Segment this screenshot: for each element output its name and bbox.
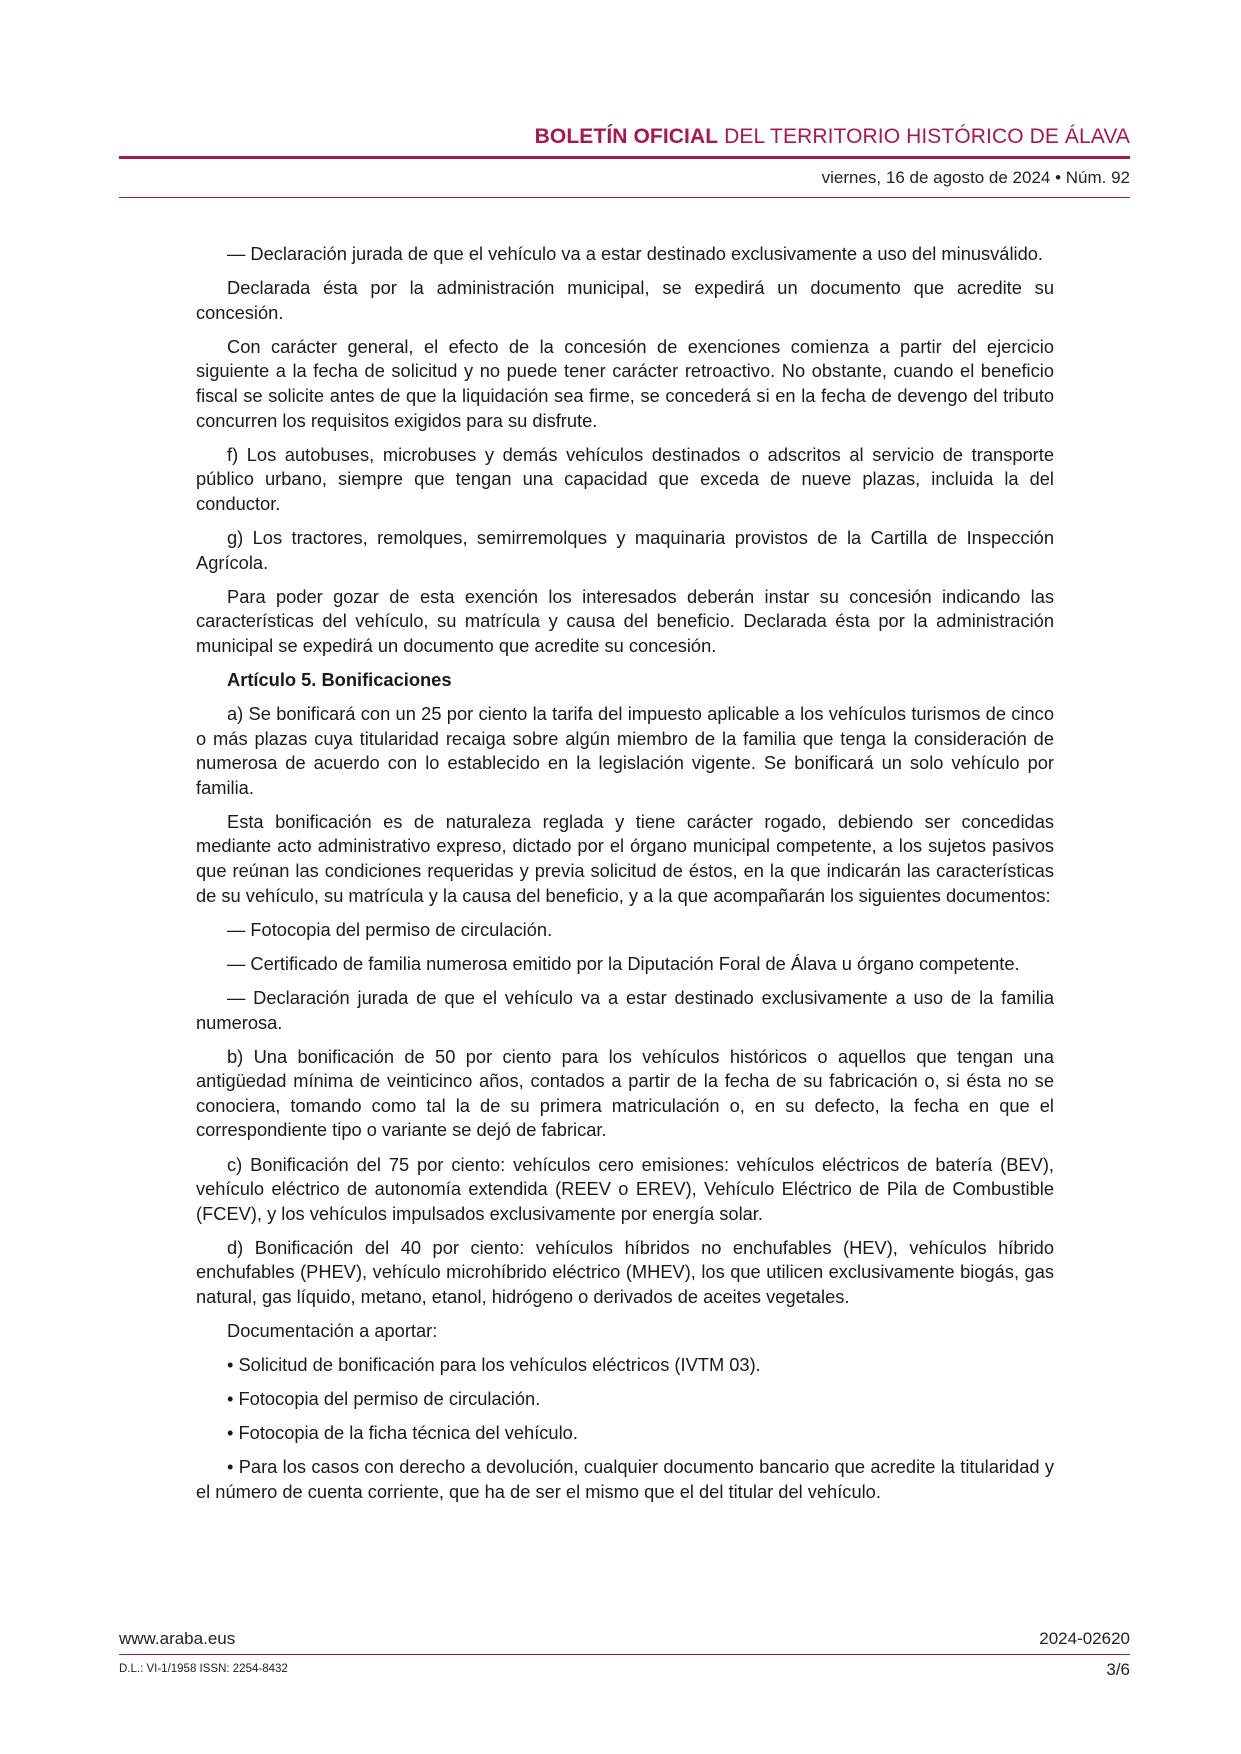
bulletin-title (535, 125, 1130, 149)
issue-date-line: viernes, 16 de agosto de 2024 • Núm. 92 (821, 168, 1130, 187)
bullet-item: • Fotocopia del permiso de circulación. (227, 1388, 541, 1410)
bullet-item: • Para los casos con derecho a devolución, cualquier documento bancario que acredite la titularidad y el número de cuenta corriente, que ha de ser el mismo que el del titular del vehículo. (196, 1456, 1054, 1503)
bullet-item: • Fotocopia de la ficha técnica del vehículo. (227, 1422, 578, 1444)
list-item: — Declaración jurada de que el vehículo va a estar destinado exclusivamente a uso de la familia numerosa. (196, 986, 1054, 1033)
bullet-item: • Solicitud de bonificación para los vehículos eléctricos (IVTM 03). (227, 1354, 761, 1376)
bulletin-title-rest: DEL TERRITORIO HISTÓRICO DE ÁLAVA (718, 125, 1130, 148)
list-item: — Fotocopia del permiso de circulación. (227, 918, 553, 940)
list-item: — Certificado de familia numerosa emitido por la Diputación Foral de Álava u órgano competente. (227, 952, 1020, 974)
bulletin-title-bold: BOLETÍN OFICIAL (534, 125, 719, 148)
paragraph: b) Una bonificación de 50 por ciento para los vehículos históricos o aquellos que tengan una antigüedad mínima de veinticinco años, contados a partir de la fecha de su fabricación o, si ésta no se conociera, tomando como tal la de su primera matriculación o, en su defecto, la fecha en que el correspondiente tipo o variante se dejó de fabricar. (196, 1045, 1054, 1141)
legal-deposit: D.L.: VI-1/1958 ISSN: 2254-8432 (119, 1663, 288, 1675)
page-number: 3/6 (1106, 1660, 1130, 1679)
paragraph: — Declaración jurada de que el vehículo va a estar destinado exclusivamente a uso del minusválido. (227, 243, 1044, 264)
document-number: 2024-02620 (1039, 1629, 1130, 1648)
footer-url: www.araba.eus (119, 1629, 236, 1648)
paragraph: c) Bonificación del 75 por ciento: vehículos cero emisiones: vehículos eléctricos de batería (BEV), vehículo eléctrico de autonomía extendida (REEV o EREV), Vehículo Eléctrico de Pila de Combustible (FCEV), y los vehículos impulsados exclusivamente por energía solar. (196, 1153, 1054, 1224)
paragraph: f) Los autobuses, microbuses y demás vehículos destinados o adscritos al servicio de transporte público urbano, siempre que tengan una capacidad que exceda de nueve plazas, incluida la del conductor. (196, 443, 1054, 514)
paragraph: g) Los tractores, remolques, semirremolques y maquinaria provistos de la Cartilla de Inspección Agrícola. (196, 526, 1054, 573)
article-heading: Artículo 5. Bonificaciones (227, 668, 452, 690)
header-rule (119, 156, 1130, 159)
paragraph: Documentación a aportar: (227, 1320, 438, 1342)
paragraph: Esta bonificación es de naturaleza reglada y tiene carácter rogado, debiendo ser concedidas mediante acto administrativo expreso, dictado por el órgano municipal competente, a los sujetos pasivos que reúnan las condiciones requeridas y previa solicitud de éstos, en la que indicarán las características de su vehículo, su matrícula y la causa del beneficio, y a la que acompañarán los siguientes documentos: (196, 810, 1054, 906)
paragraph: d) Bonificación del 40 por ciento: vehículos híbridos no enchufables (HEV), vehículos híbrido enchufables (PHEV), vehículo microhíbrido eléctrico (MHEV), los que utilicen exclusivamente biogás, gas natural, gas líquido, metano, etanol, hidrógeno o derivados de aceites vegetales. (196, 1236, 1054, 1307)
paragraph: Declarada ésta por la administración municipal, se expedirá un documento que acredite su concesión. (196, 277, 1054, 323)
document-body (196, 242, 1054, 1514)
paragraph: a) Se bonificará con un 25 por ciento la tarifa del impuesto aplicable a los vehículos turismos de cinco o más plazas cuya titularidad recaiga sobre algún miembro de la familia que tenga la consideración de numerosa de acuerdo con lo establecido en la legislación vigente. Se bonificará un solo vehículo por familia. (196, 703, 1054, 798)
paragraph: Con carácter general, el efecto de la concesión de exenciones comienza a partir del ejercicio siguiente a la fecha de solicitud y no puede tener carácter retroactivo. No obstante, cuando el beneficio fiscal se solicite antes de que la liquidación sea firme, se concederá si en la fecha de devengo del tributo concurren los requisitos exigidos para su disfrute. (196, 335, 1054, 431)
header-rule-thin (119, 197, 1130, 198)
footer-rule (119, 1654, 1130, 1655)
paragraph: Para poder gozar de esta exención los interesados deberán instar su concesión indicando las características del vehículo, su matrícula y causa del beneficio. Declarada ésta por la administración municipal se expedirá un documento que acredite su concesión. (196, 585, 1054, 656)
